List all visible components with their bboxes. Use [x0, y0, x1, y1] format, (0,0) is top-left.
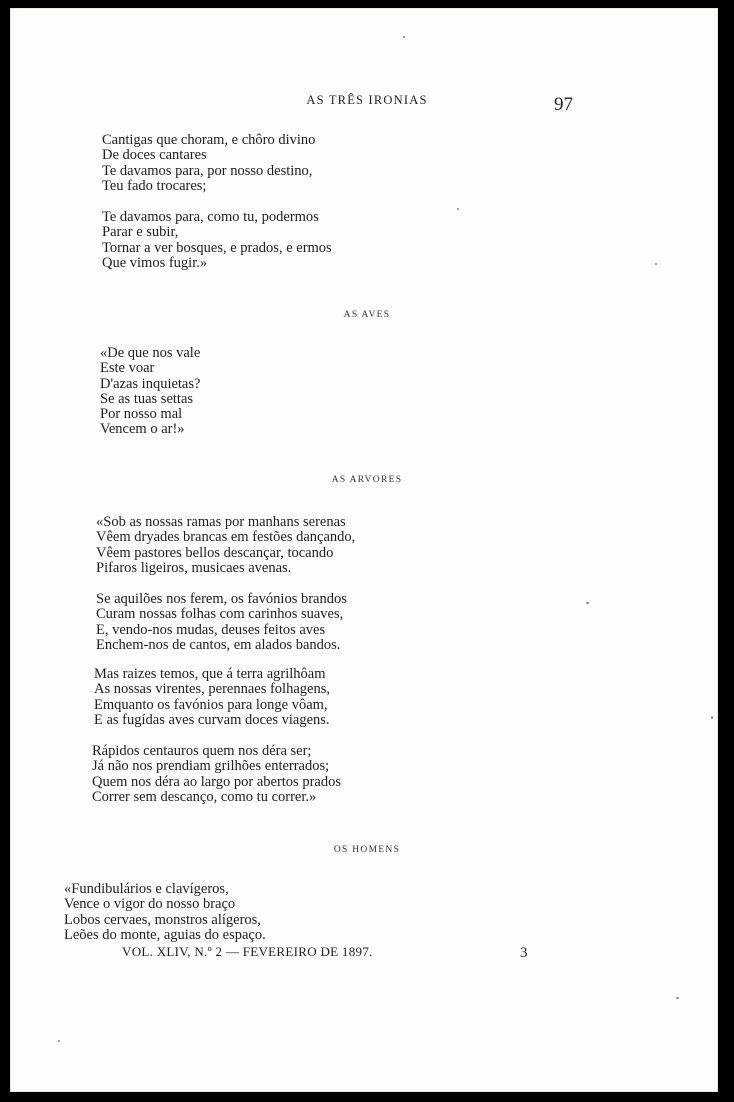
- verse-line: De doces cantares: [102, 147, 207, 164]
- verse-line: Pifaros ligeiros, musicaes avenas.: [96, 559, 292, 576]
- stanza: [64, 882, 266, 943]
- running-head: AS TRÊS IRONIAS: [306, 93, 428, 107]
- verse-line: «Fundibulários e clavígeros,: [64, 881, 229, 897]
- verse-line: Este voar: [100, 360, 155, 377]
- scan-speck: [676, 997, 679, 999]
- signature-mark: 3: [520, 945, 528, 961]
- verse-line: «Sob as nossas ramas por manhans serenas: [96, 514, 346, 530]
- scan-speck: [586, 602, 589, 604]
- verse-line: Lobos cervaes, monstros alígeros,: [64, 911, 261, 928]
- scan-speck: [403, 36, 405, 38]
- section-title-as-aves: AS AVES: [343, 310, 391, 320]
- verse-line: «De que nos vale: [100, 345, 201, 361]
- scan-border: [718, 0, 734, 1102]
- verse-line: Curam nossas folhas com carinhos suaves,: [96, 606, 344, 623]
- stanza: [92, 744, 341, 805]
- verse-line: Enchem-nos de cantos, em alados bandos.: [96, 636, 341, 653]
- verse-line: D'azas inquietas?: [100, 375, 201, 392]
- verse-line: Vencem o ar!»: [100, 421, 185, 438]
- verse-line: Quem nos déra ao largo por abertos prados: [92, 773, 341, 790]
- verse-line: Cantigas que choram, e chôro divino: [102, 132, 316, 148]
- stanza: [96, 515, 355, 576]
- stanza: [94, 667, 330, 728]
- verse-line: Tornar a ver bosques, e prados, e ermos: [102, 239, 332, 256]
- verse-line: Te davamos para, por nosso destino,: [102, 162, 313, 179]
- verse-line: Vence o vigor do nosso braço: [64, 896, 236, 913]
- verse-line: Correr sem descanço, como tu correr.»: [92, 788, 317, 805]
- verse-line: Rápidos centauros quem nos déra ser;: [92, 743, 312, 759]
- scan-speck: [58, 1040, 60, 1042]
- verse-line: Vêem dryades brancas em festões dançando,: [96, 529, 356, 546]
- verse-line: Te davamos para, como tu, podermos: [102, 209, 319, 225]
- volume-footer: VOL. XLIV, N.º 2 — FEVEREIRO DE 1897.: [122, 944, 373, 959]
- scan-speck: [655, 263, 657, 265]
- scan-speck: [711, 716, 713, 719]
- verse-line: Se as tuas settas: [100, 390, 194, 407]
- verse-line: Já não nos prendiam grilhões enterrados;: [92, 758, 330, 775]
- verse-line: E as fugídas aves curvam doces viagens.: [94, 711, 330, 728]
- verse-line: Vêem pastores bellos descançar, tocando: [96, 544, 334, 561]
- verse-line: E, vendo-nos mudas, deuses feitos aves: [96, 621, 326, 638]
- stanza: [100, 346, 200, 438]
- section-title-as-arvores: AS ARVORES: [331, 475, 403, 485]
- verse-line: Leões do monte, aguias do espaço.: [64, 926, 266, 943]
- verse-line: As nossas virentes, perennaes folhagens,: [94, 681, 330, 698]
- verse-line: Emquanto os favónios para longe vôam,: [94, 696, 328, 713]
- scan-speck: [457, 208, 459, 210]
- verse-line: Que vimos fugir.»: [102, 254, 208, 271]
- section-title-os-homens: OS HOMENS: [333, 845, 401, 855]
- page-number: 97: [554, 94, 573, 115]
- verse-line: Parar e subir,: [102, 224, 179, 241]
- verse-line: Por nosso mal: [100, 406, 183, 423]
- stanza: [102, 210, 332, 271]
- verse-line: Teu fado trocares;: [102, 177, 207, 194]
- stanza: [102, 133, 315, 194]
- verse-line: Mas raizes temos, que á terra agrilhôam: [94, 666, 326, 682]
- verse-line: Se aquilões nos ferem, os favónios brandos: [96, 591, 347, 607]
- stanza: [96, 592, 347, 653]
